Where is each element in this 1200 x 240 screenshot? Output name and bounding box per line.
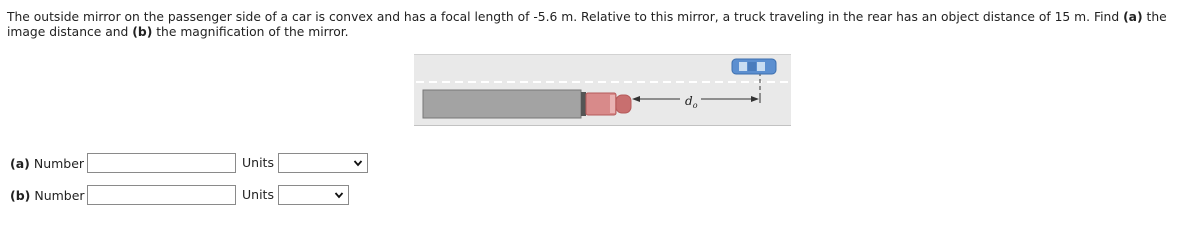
car-rear-window: [739, 62, 747, 71]
answer-a-units-label: Units: [242, 155, 274, 170]
truck-cab-front: [616, 95, 631, 113]
answer-b-units-select[interactable]: [278, 185, 349, 205]
truck-mirror-figure: [414, 54, 791, 126]
figure-drawing: [414, 55, 791, 125]
question-text: [7, 10, 1193, 40]
answer-b-label: [10, 188, 85, 203]
car-front-window: [757, 62, 765, 71]
answer-a-marker: (a): [10, 156, 30, 171]
chevron-down-icon: [353, 158, 363, 168]
distance-symbol: d: [685, 94, 693, 108]
chevron-down-icon: [334, 190, 344, 200]
answer-a-number-label: Number: [33, 156, 85, 171]
distance-subscript: o: [692, 101, 698, 110]
question-mid: the image distance and: [7, 10, 1167, 39]
truck-windshield: [610, 95, 615, 113]
answer-a-units-select[interactable]: [278, 153, 368, 173]
answer-b-number-input[interactable]: [87, 185, 236, 205]
part-a-marker: (a): [1123, 10, 1143, 24]
distance-label: [685, 94, 698, 110]
part-b-marker: (b): [132, 25, 153, 39]
answer-a-number-input[interactable]: [87, 153, 236, 173]
truck-trailer: [423, 90, 581, 118]
trailer-hitch: [581, 92, 586, 116]
answer-b-number-label: Number: [34, 188, 85, 203]
question-outro: the magnification of the mirror.: [152, 25, 349, 39]
answer-a-label: [10, 156, 84, 171]
answer-b-marker: (b): [10, 188, 31, 203]
distance-arrow-right-head: [751, 96, 759, 102]
answer-b-units-label: Units: [242, 187, 274, 202]
car-roof: [748, 62, 756, 71]
distance-arrow-left-head: [632, 96, 640, 102]
question-intro: The outside mirror on the passenger side of a car is convex and has a focal length of -5.6 m. Relative to this mirror, a truck traveling in the rear has an object distance of 15 m. Find: [7, 10, 1124, 24]
